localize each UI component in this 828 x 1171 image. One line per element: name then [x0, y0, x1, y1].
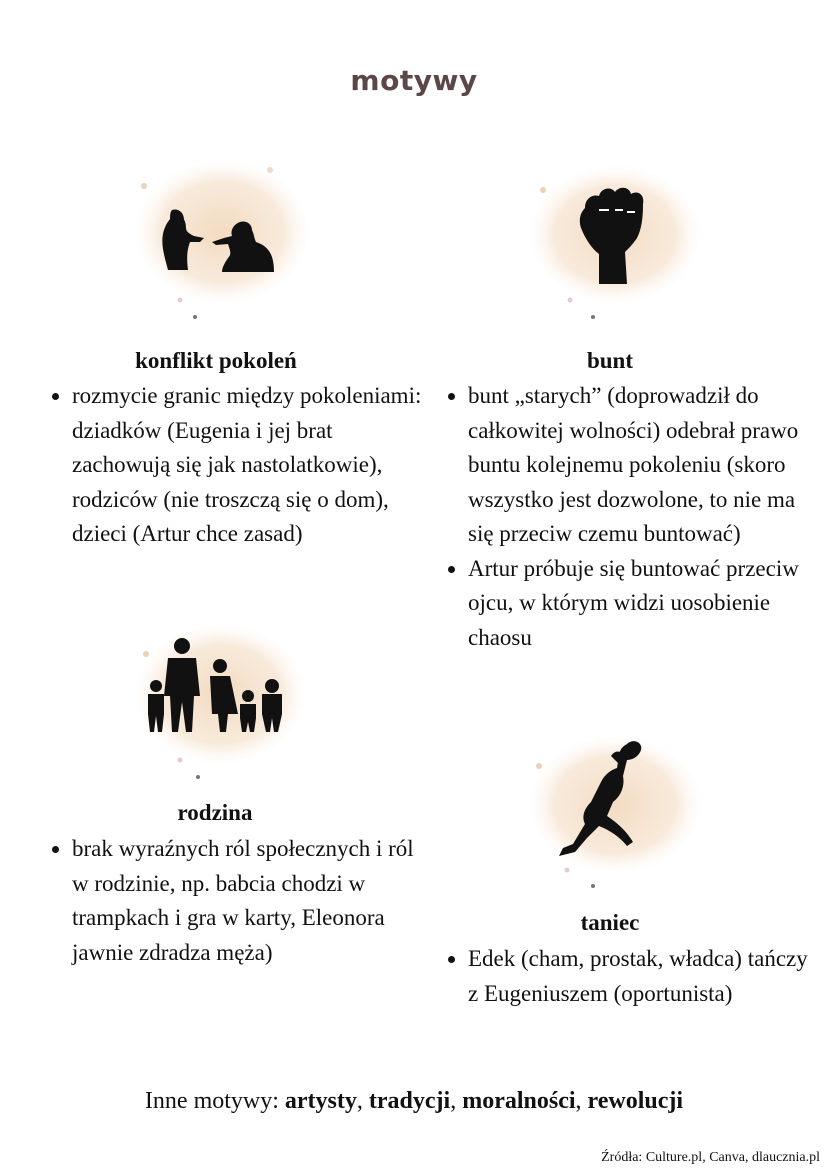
list-item: brak wyraźnych ról społecznych i ról w rodzinie, np. babcia chodzi w trampkach i gra w karty, Eleonora jawnie zdradza męża)	[72, 832, 428, 970]
dance-list	[444, 942, 816, 1011]
dancing-couple-illustration	[515, 720, 715, 895]
other-motifs-prefix: Inne motywy:	[144, 1088, 285, 1114]
rebellion-list	[444, 379, 816, 655]
arguing-couple-illustration	[120, 150, 320, 325]
motif-tradition: tradycji	[368, 1088, 451, 1114]
family-illustration	[120, 610, 320, 785]
other-motifs-line: Inne motywy: artysty, tradycji, moralności, rewolucji	[144, 1088, 684, 1114]
page-title: motywy	[350, 64, 478, 97]
list-item: rozmycie granic między pokoleniami: dziadków (Eugenia i jej brat zachowują się jak nastolatkowie), rodziców (nie troszczą się o dom), dzieci (Artur chce zasad)	[72, 379, 424, 552]
section-heading-rebellion: bunt	[586, 348, 634, 373]
motif-revolution: rewolucji	[587, 1088, 684, 1114]
list-item: Edek (cham, prostak, władca) tańczy z Eugeniuszem (oportunista)	[468, 942, 816, 1011]
section-heading-family: rodzina	[177, 800, 253, 825]
list-item: Artur próbuje się buntować przeciw ojcu, w którym widzi uosobienie chaosu	[468, 552, 816, 656]
motif-morality: moralności	[462, 1088, 576, 1114]
section-heading-generation-conflict: konflikt pokoleń	[135, 348, 297, 373]
list-item: bunt „starych” (doprowadził do całkowitej wolności) odebrał prawo buntu kolejnemu pokoleniu (skoro wszystko jest dozwolone, to nie ma się przeciw czemu buntować)	[468, 379, 816, 552]
motif-artist: artysty	[284, 1088, 357, 1114]
raised-fist-illustration	[515, 150, 715, 325]
generation-conflict-list	[48, 379, 424, 552]
sources-note: Źródła: Culture.pl, Canva, dlaucznia.pl	[601, 1150, 820, 1165]
section-heading-dance: taniec	[580, 910, 640, 935]
family-list	[48, 832, 428, 970]
